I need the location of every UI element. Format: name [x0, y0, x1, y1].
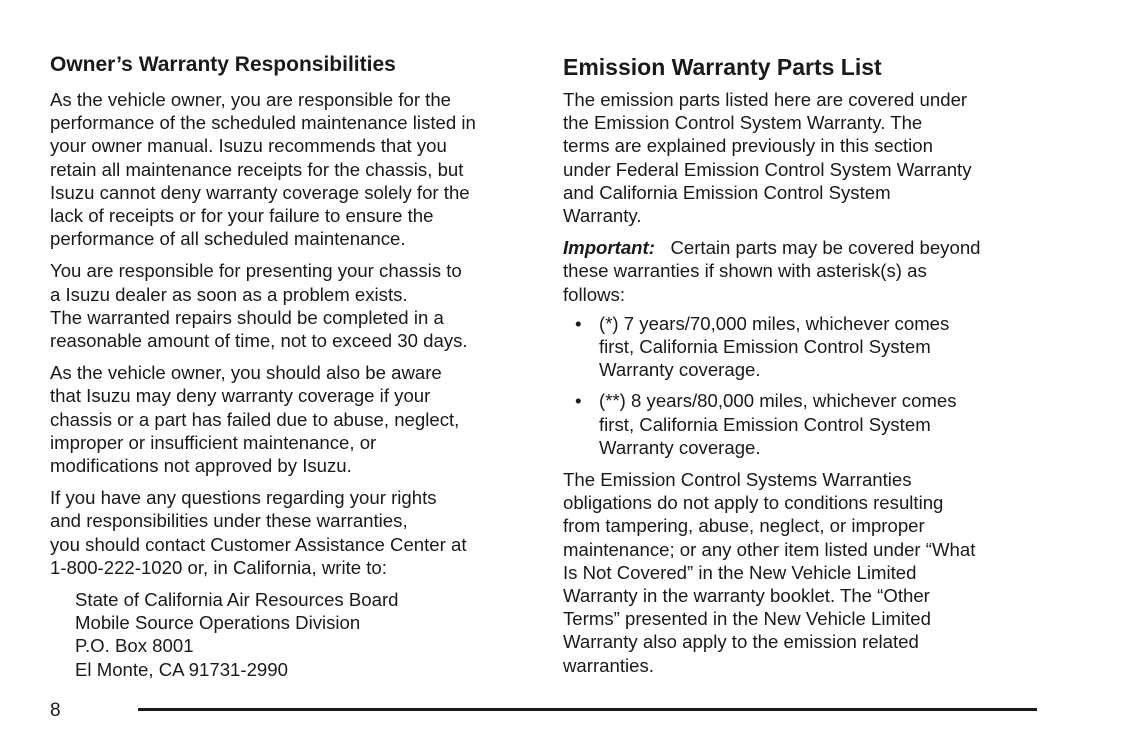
- important-text: Certain parts may be covered beyond: [670, 237, 981, 259]
- text-line: your owner manual. Isuzu recommends that you: [50, 135, 447, 157]
- text-line: The Emission Control Systems Warranties: [563, 469, 912, 491]
- text-line: and responsibilities under these warranties,: [50, 510, 408, 532]
- dealer-presentation-paragraph: [50, 259, 530, 352]
- text-line: The emission parts listed here are covered under: [563, 89, 968, 110]
- text-line: Warranty coverage.: [599, 359, 761, 381]
- text-line: first, California Emission Control System: [599, 336, 931, 358]
- asterisk-coverage-list: [563, 312, 1043, 459]
- text-line: As the vehicle owner, you should also be aware: [50, 362, 442, 384]
- text-line: modifications not approved by Isuzu.: [50, 455, 352, 477]
- text-line: under Federal Emission Control System Warranty: [563, 158, 972, 180]
- text-line: Warranty also apply to the emission related: [563, 631, 919, 653]
- text-line: Warranty coverage.: [599, 436, 761, 458]
- address-line: Mobile Source Operations Division: [75, 612, 361, 634]
- text-line: retain all maintenance receipts for the chassis, but: [50, 158, 464, 180]
- text-line: The warranted repairs should be completed in a: [50, 306, 444, 328]
- bullet-icon: •: [575, 390, 582, 412]
- left-column: [50, 52, 530, 681]
- text-line: As the vehicle owner, you are responsible for the: [50, 89, 452, 110]
- text-line: Warranty.: [563, 205, 642, 227]
- text-line: performance of all scheduled maintenance.: [50, 228, 406, 250]
- text-line: improper or insufficient maintenance, or: [50, 431, 377, 453]
- text-line: that Isuzu may deny warranty coverage if your: [50, 385, 431, 407]
- page-number: 8: [50, 700, 61, 721]
- text-line: reasonable amount of time, not to exceed 30 days.: [50, 330, 468, 352]
- text-line: the Emission Control System Warranty. The: [563, 112, 923, 134]
- address-line: P.O. Box 8001: [75, 635, 194, 657]
- list-item: [563, 389, 1043, 459]
- owners-warranty-heading: Owner’s Warranty Responsibilities: [50, 53, 396, 76]
- footer-divider: [138, 708, 1037, 711]
- emission-parts-heading: Emission Warranty Parts List: [563, 54, 882, 80]
- important-note: [563, 236, 1043, 306]
- owner-responsibility-paragraph: [50, 88, 530, 250]
- text-line: (*) 7 years/70,000 miles, whichever comes: [599, 312, 950, 334]
- obligations-paragraph: [563, 468, 1043, 677]
- coverage-denial-paragraph: [50, 361, 530, 477]
- text-line: performance of the scheduled maintenance listed in: [50, 112, 476, 134]
- text-line: If you have any questions regarding your rights: [50, 487, 437, 509]
- text-line: Terms” presented in the New Vehicle Limited: [563, 608, 931, 630]
- address-line: El Monte, CA 91731-2990: [75, 658, 288, 680]
- text-line: maintenance; or any other item listed under “What: [563, 538, 976, 560]
- text-line: Warranty in the warranty booklet. The “Other: [563, 585, 930, 607]
- text-line: (**) 8 years/80,000 miles, whichever comes: [599, 390, 957, 412]
- address-line: State of California Air Resources Board: [75, 589, 399, 611]
- text-line: Is Not Covered” in the New Vehicle Limited: [563, 561, 917, 583]
- list-item: [563, 312, 1043, 382]
- text-line: warranties.: [563, 654, 654, 676]
- text-line: and California Emission Control System: [563, 181, 891, 203]
- text-line: lack of receipts or for your failure to ensure the: [50, 205, 434, 227]
- text-line: terms are explained previously in this section: [563, 135, 933, 157]
- text-line: [563, 236, 1043, 259]
- text-line: You are responsible for presenting your chassis to: [50, 260, 462, 282]
- bullet-icon: •: [575, 312, 582, 334]
- text-line: obligations do not apply to conditions resulting: [563, 492, 944, 514]
- emission-parts-intro-paragraph: [563, 88, 1043, 227]
- text-line: you should contact Customer Assistance Center at: [50, 533, 467, 555]
- contact-paragraph: [50, 486, 530, 579]
- text-line: these warranties if shown with asterisk(s) as: [563, 260, 927, 282]
- text-line: chassis or a part has failed due to abuse, neglect,: [50, 408, 460, 430]
- right-column: [563, 52, 1043, 686]
- text-line: from tampering, abuse, neglect, or improper: [563, 515, 925, 537]
- text-line: 1-800-222-1020 or, in California, write to:: [50, 556, 387, 578]
- text-line: a Isuzu dealer as soon as a problem exists.: [50, 283, 408, 305]
- text-line: Isuzu cannot deny warranty coverage solely for the: [50, 181, 470, 203]
- text-line: first, California Emission Control System: [599, 413, 931, 435]
- text-line: follows:: [563, 283, 626, 305]
- mailing-address: [75, 588, 530, 681]
- important-label: Important:: [563, 237, 655, 259]
